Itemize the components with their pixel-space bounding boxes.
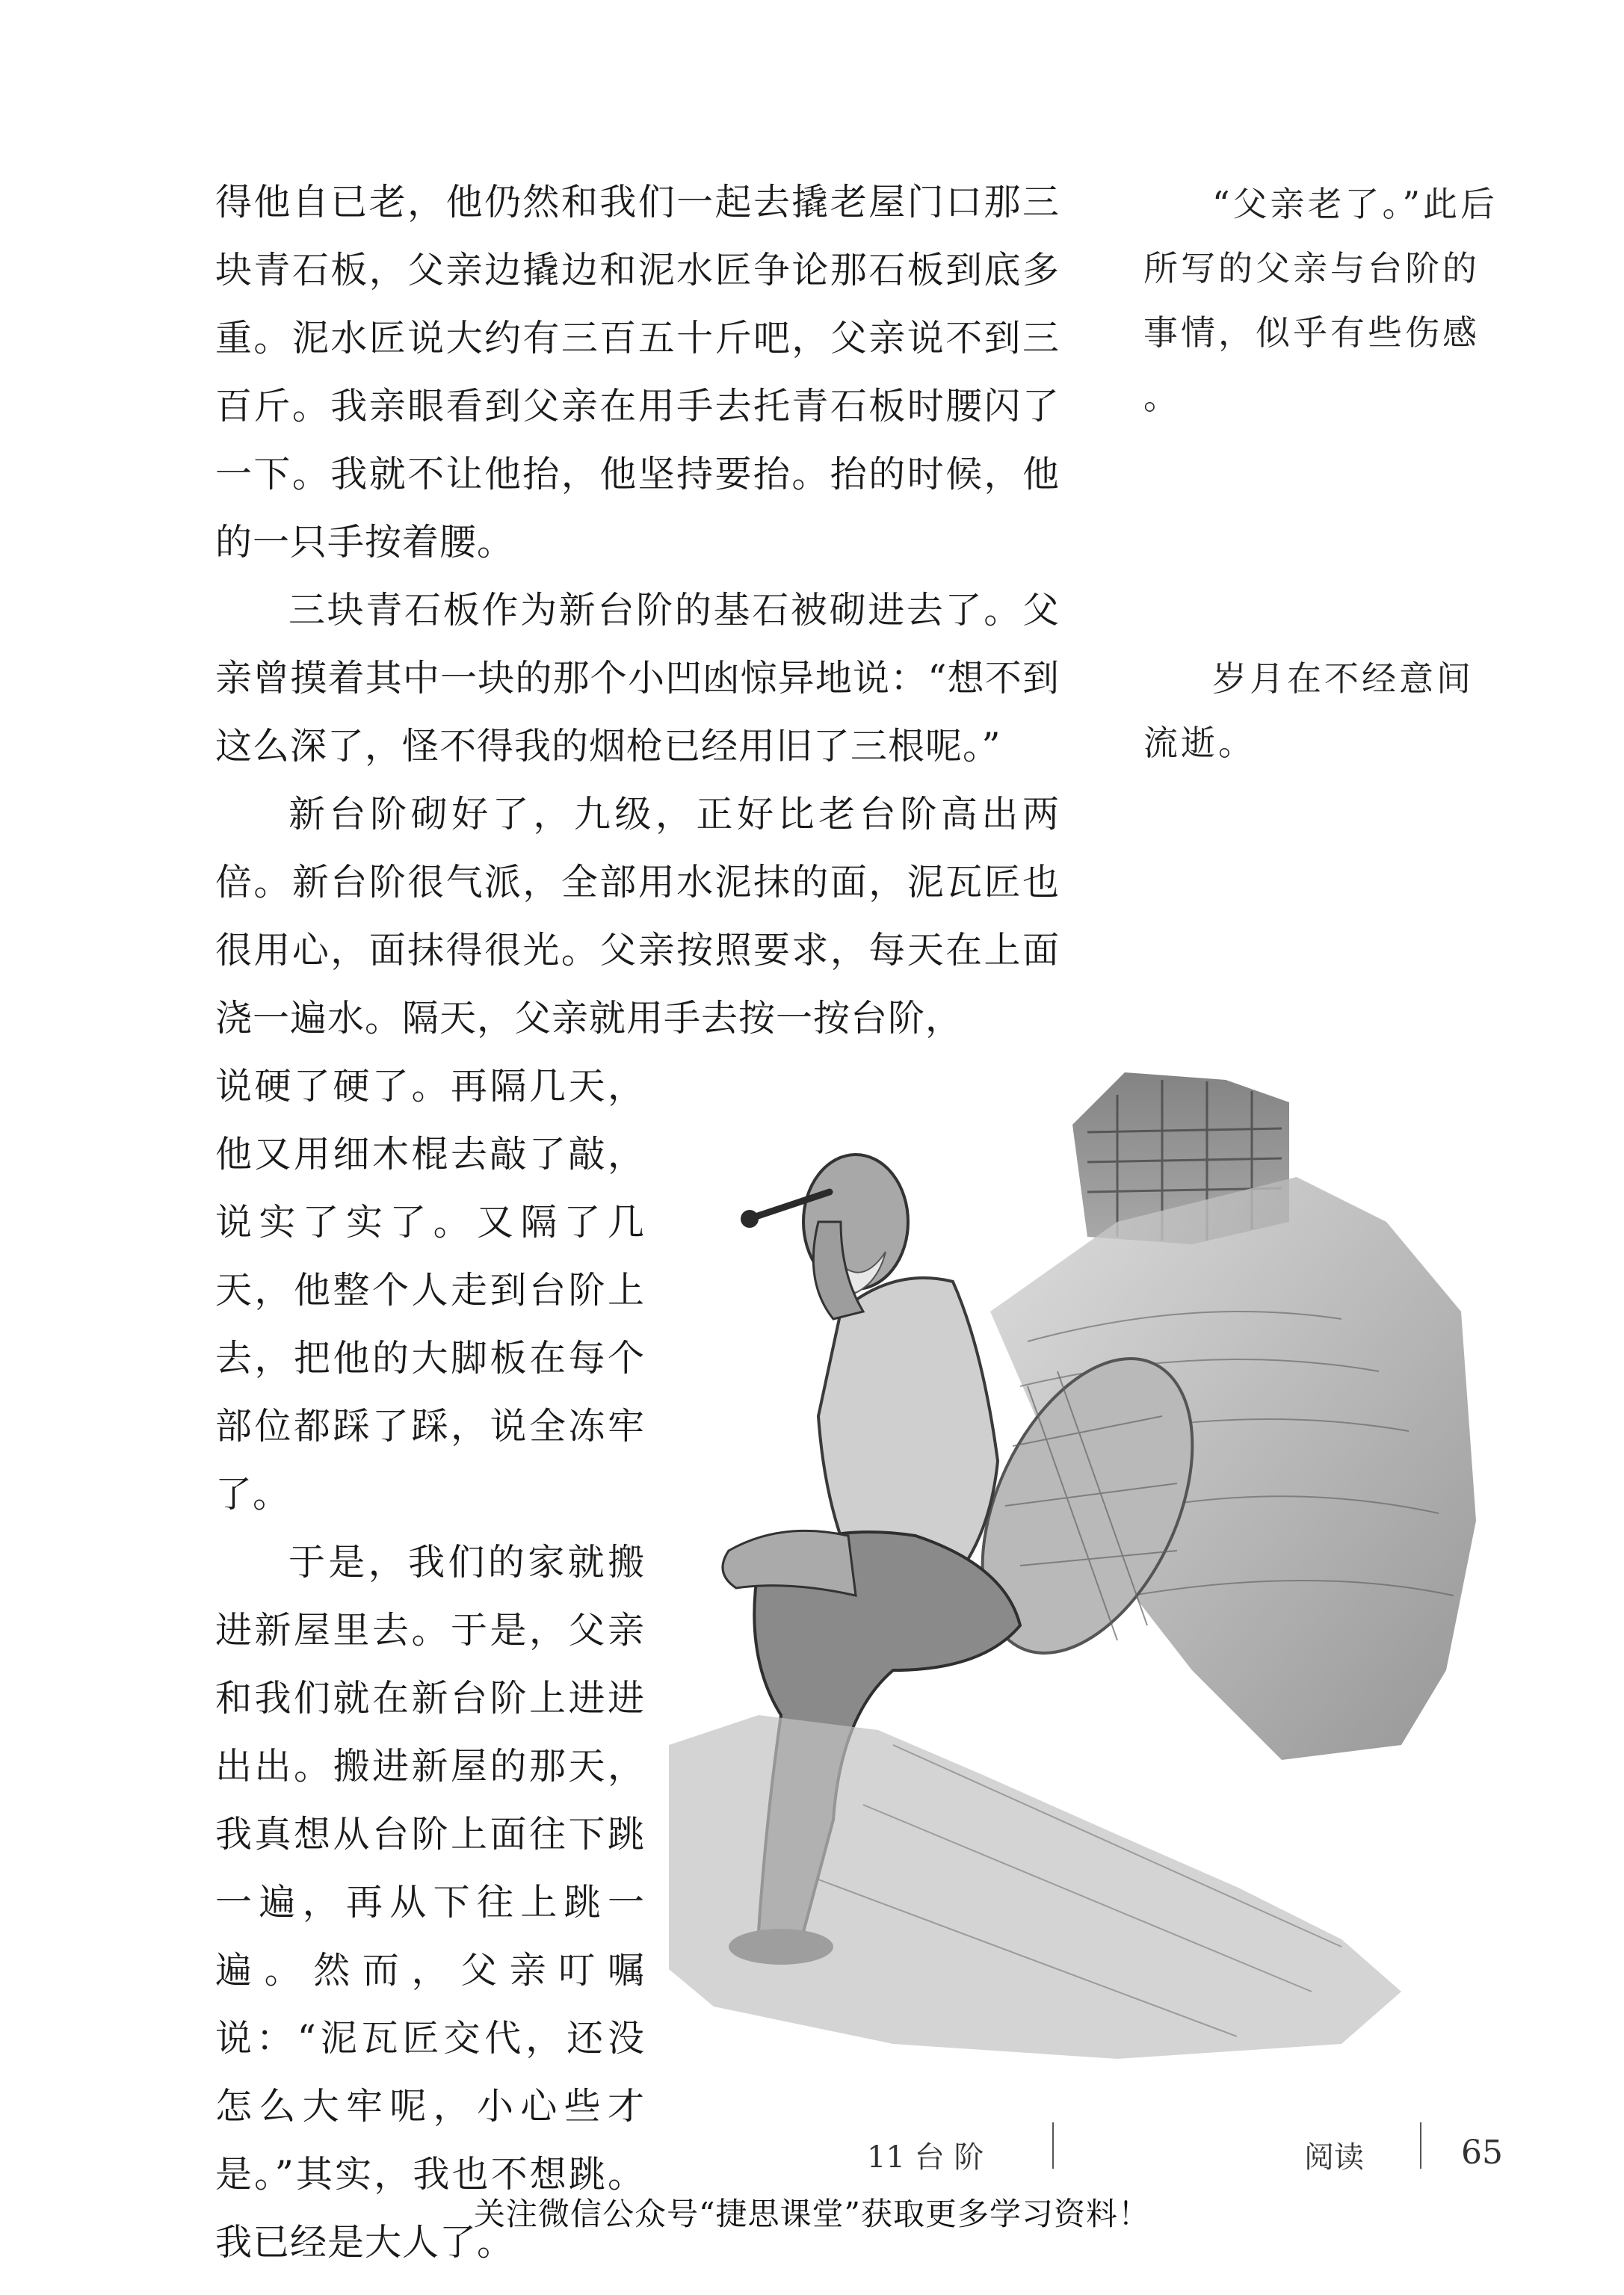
paragraph-1: 得他自已老，他仍然和我们一起去撬老屋门口那三块青石板，父亲边撬边和泥水匠争论那石板到底多重。泥水匠说大约有三百五十斤吧，父亲说不到三百斤。我亲眼看到父亲在用手去托青石板时腰闪了一下。我就不让他抬，他坚持要抬。抬的时候，他的一只手按着腰。 (215, 181, 1060, 563)
section-label: 阅读 (1304, 2140, 1364, 2175)
paragraph-4: 于是，我们的家就搬进新屋里去。于是，父亲和我们就在新台阶上进进出出。搬进新屋的那天，我真想从台阶上面往下跳一遍，再从下往上跳一遍。然而，父亲叮嘱说：“泥瓦匠交代，还没怎么大牢呢，小心些才是。”其实，我也不想跳。我已经是大人了。 (215, 1541, 645, 2264)
lesson-title: 11 台 阶 (867, 2140, 984, 2175)
paragraph-3a: 新台阶砌好了，九级，正好比老台阶高出两倍。新台阶很气派，全部用水泥抹的面，泥瓦匠也很用心，面抹得很光。父亲按照要求，每天在上面浇一遍水。隔天，父亲就用手去按一按台阶， (215, 793, 1060, 1040)
paragraph-2: 三块青石板作为新台阶的基石被砌进去了。父亲曾摸着其中一块的那个小凹凼惊异地说：“想不到这么深了，怪不得我的烟枪已经用旧了三根呢。” (215, 589, 1060, 767)
footer-separator-2 (1420, 2122, 1421, 2169)
side-note-2-text: 岁月在不经意间流逝。 (1143, 658, 1474, 763)
old-man-sketch-illustration (669, 998, 1502, 2074)
side-note-1 (1143, 172, 1502, 429)
paragraph-3b: 说硬了硬了。再隔几天，他又用细木棍去敲了敲，说实了实了。又隔了几天，他整个人走到台阶上去，把他的大脚板在每个部位都踩了踩，说全冻牢了。 (215, 1065, 645, 1516)
footer-separator-1 (1052, 2122, 1054, 2169)
narrow-text-column (215, 1052, 645, 2276)
page-number: 65 (1461, 2134, 1503, 2172)
side-note-1-text: “父亲老了。”此后所写的父亲与台阶的事情，似乎有些伤感 。 (1143, 184, 1498, 417)
side-note-2 (1143, 646, 1502, 775)
promo-text: 关注微信公众号“捷思课堂”获取更多学习资料！ (474, 2196, 1150, 2232)
